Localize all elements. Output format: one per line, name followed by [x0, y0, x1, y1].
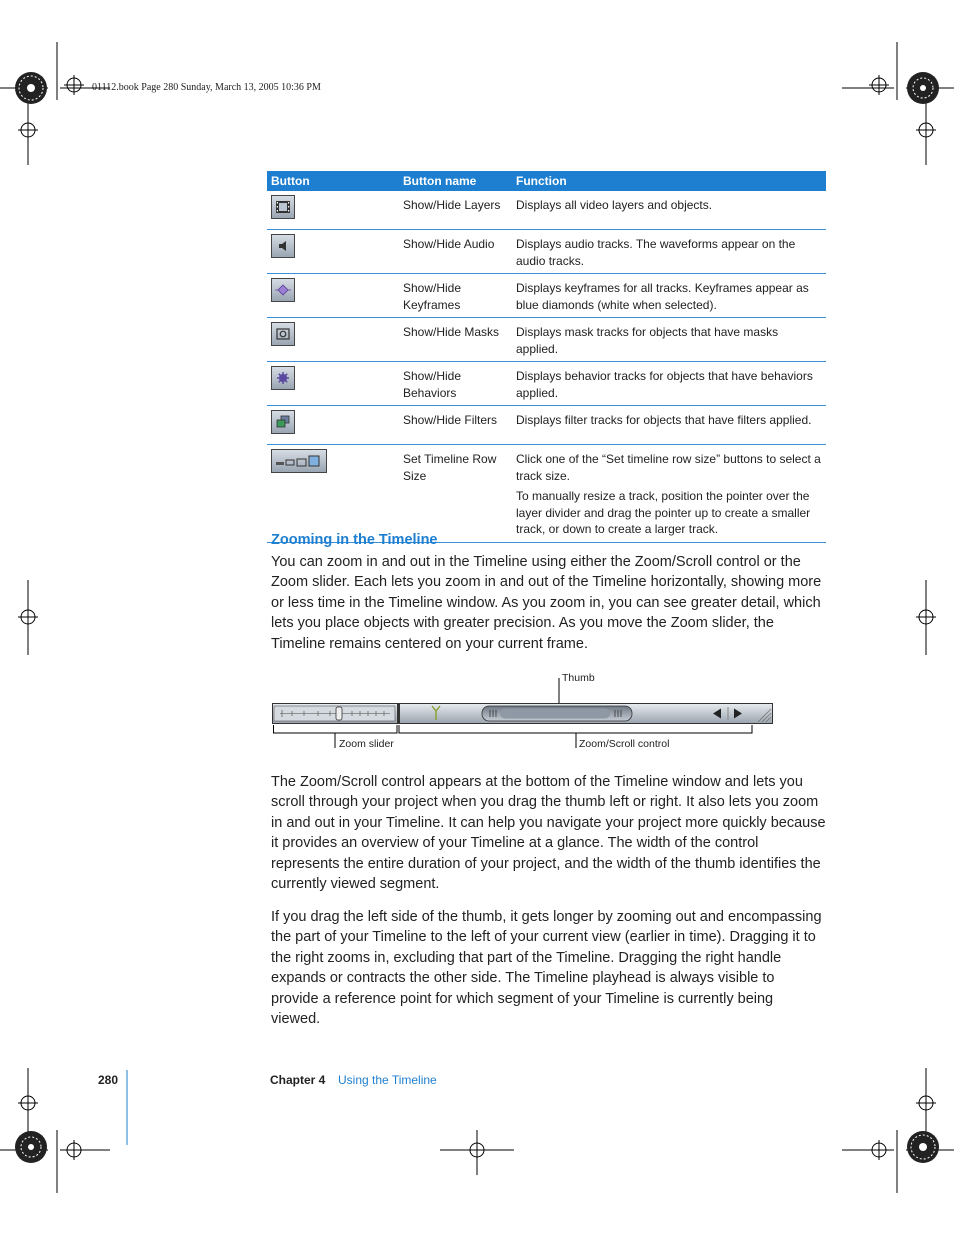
button-function: Displays mask tracks for objects that have masks applied. [516, 325, 779, 356]
header-button: Button [267, 171, 399, 191]
button-function: Displays all video layers and objects. [516, 198, 713, 212]
footer-chapter-title: Using the Timeline [338, 1073, 437, 1087]
zoom-scroll-control-label: Zoom/Scroll control [579, 738, 670, 750]
page-number: 280 [98, 1073, 119, 1087]
keyframe-diamond-icon [271, 278, 295, 302]
table-header-row [267, 171, 826, 191]
table-row [267, 406, 826, 445]
print-slug: 01112.book Page 280 Sunday, March 13, 2005 10:36 PM [92, 82, 321, 93]
table-row [267, 362, 826, 406]
button-function: Click one of the “Set timeline row size” buttons to select a track size. [516, 452, 821, 483]
filter-icon [271, 410, 295, 434]
button-name: Show/Hide Masks [399, 318, 512, 362]
button-function: Displays filter tracks for objects that have filters applied. [516, 413, 812, 427]
button-function-detail: To manually resize a track, position the pointer over the layer divider and drag the pointer up to create a smaller track, or down to create a larger track. [516, 489, 811, 536]
button-function: Displays audio tracks. The waveforms appear on the audio tracks. [516, 237, 796, 268]
table-row [267, 318, 826, 362]
filmstrip-icon [271, 195, 295, 219]
zoom-scroll-figure [272, 703, 773, 724]
button-function: Displays behavior tracks for objects that have behaviors applied. [516, 369, 813, 400]
button-name: Set Timeline Row Size [399, 445, 512, 543]
button-function: Displays keyframes for all tracks. Keyframes appear as blue diamonds (white when selected). [516, 281, 809, 312]
header-button-name: Button name [399, 171, 512, 191]
body-paragraph: If you drag the left side of the thumb, it gets longer by zooming out and encompassing the part of your Timeline to the left of your current view (earlier in time). Dragging it to the right zooms in, excluding that part of the Timeline. Dragging the right handle expands or contracts the other side. The Timeline playhead is always visible to provide a reference point for which segment of your Timeline is currently being viewed. [271, 909, 822, 1028]
behavior-gear-icon [271, 366, 295, 390]
thumb-label: Thumb [562, 672, 595, 684]
button-reference-table [267, 171, 826, 543]
table-row [267, 274, 826, 318]
table-row [267, 445, 826, 543]
section-heading: Zooming in the Timeline [271, 532, 438, 548]
button-name: Show/Hide Layers [399, 191, 512, 230]
table-row [267, 191, 826, 230]
table-row [267, 230, 826, 274]
button-name: Show/Hide Audio [399, 230, 512, 274]
header-function: Function [512, 171, 826, 191]
body-paragraph: You can zoom in and out in the Timeline using either the Zoom/Scroll control or the Zoom slider. Each lets you zoom in and out of the Timeline horizontally, showing more or less time in the Timeline window. As you zoom in, you can see greater detail, which lets you place objects with greater precision. As you move the Zoom slider, the Timeline remains centered on your current frame. [271, 554, 822, 652]
button-name: Show/Hide Keyframes [399, 274, 512, 318]
button-name: Show/Hide Filters [399, 406, 512, 445]
speaker-icon [271, 234, 295, 258]
mask-icon [271, 322, 295, 346]
button-name: Show/Hide Behaviors [399, 362, 512, 406]
timeline-control-graphic [272, 703, 773, 724]
row-size-icon [271, 449, 327, 473]
zoom-slider-label: Zoom slider [339, 738, 394, 750]
footer-chapter: Chapter 4 [270, 1073, 326, 1087]
body-paragraph: The Zoom/Scroll control appears at the bottom of the Timeline window and lets you scroll through your project when you drag the thumb left or right. It also lets you zoom in and out in your Timeline. It can help you navigate your project more quickly because it provides an overview of your Timeline at a glance. The width of the control represents the entire duration of your project, and the width of the thumb identifies the currently viewed segment. [271, 774, 826, 893]
